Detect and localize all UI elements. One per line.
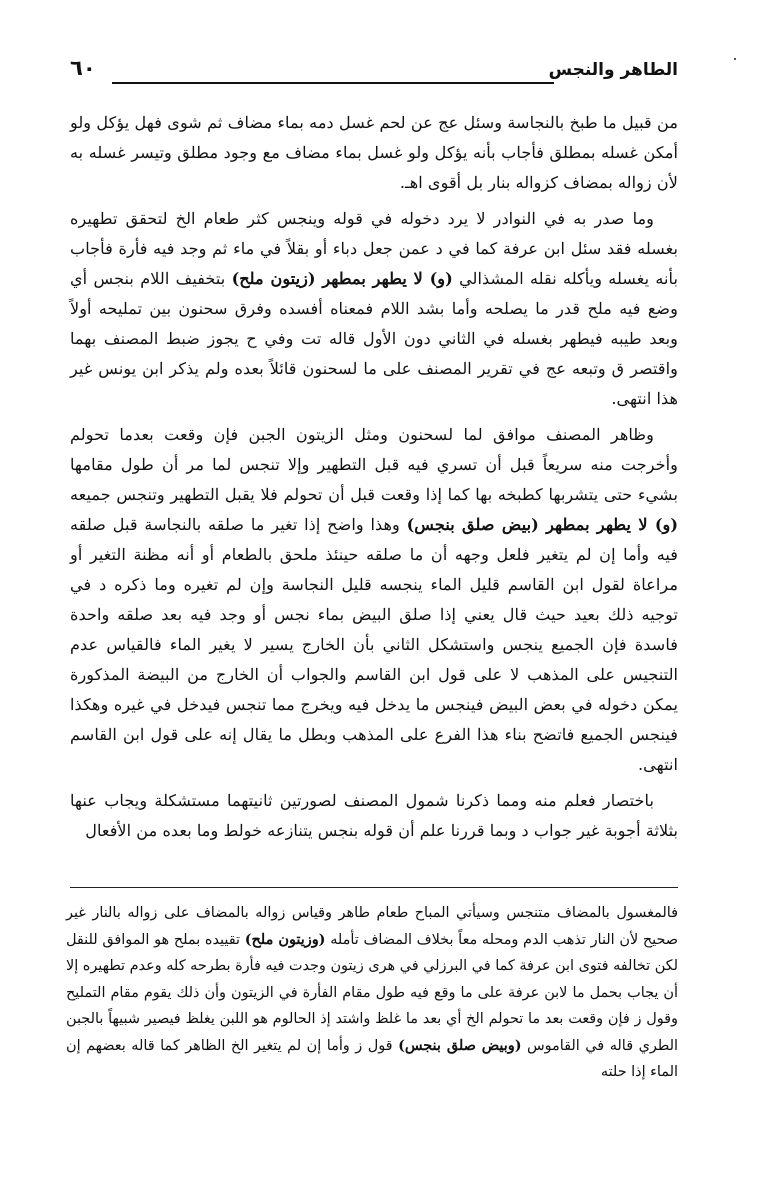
main-text — [70, 108, 678, 846]
text-segment: باختصار فعلم منه ومما ذكرنا شمول المصنف لصورتين ثانيتهما مستشكلة ويجاب عنها بثلاثة أجوبة غير جواب د وبما قررنا علم أن قوله بنجس يتنازعه خولط وما بعده من الأفعال — [70, 791, 678, 840]
footnote-divider — [70, 887, 678, 888]
bold-heading-segment: (و) لا يطهر بمطهر (زيتون ملح) — [231, 269, 453, 288]
footnote-bold-segment: (وزيتون ملح) — [244, 930, 326, 948]
text-segment: وظاهر المصنف موافق لما لسحنون ومثل الزيتون الجبن فإن وقعت بعدما تحولم وأخرجت منه سريعاً قبل أن تسري فيه قبل التطهير وإلا تنجس لما مر أن طول مقامها بشيء حتى يتشربها كطبخه بها كما إذا وقعت قبل أن تحولم فلا يقبل التطهير وتنجس جميعه — [70, 425, 678, 504]
running-title: الطاهر والنجس — [548, 60, 678, 80]
text-segment: وما صدر به في النوادر لا يرد دخوله في قوله وينجس كثر طعام الخ لتحقق تطهيره بغسله فقد سئل ابن عرفة كما في د عمن جعل دباء أو بقلاً في ماء ثم وجد فيه فأرة فأجاب بأنه يغسله ويأكله نقله المشذالي — [70, 209, 678, 288]
running-header — [70, 56, 678, 88]
text-segment: بتخفيف اللام بنجس أي وضع فيه ملح قدر ما يصلحه وأما بشد اللام فمعناه أفسده وفرق سحنون بين تمليحه أولاً وبعد طيبه فيطهر بغسله في الثاني دون الأول قاله تت وفي ح يجوز ضبط المصنف بهما واقتصر ق وتبعه عج في تقرير المصنف على ما لسحنون قائلاً بعده ولم يذكر ابن يونس غير هذا انتهى. — [70, 269, 678, 408]
text-segment: وهذا واضح إذا تغير ما صلقه بالنجاسة قبل صلقه فيه وأما إن لم يتغير فلعل وجهه أن ما صلقه حينئذ ملحق بالطعام أو أنه مظنة التغير أو مراعاة لقول ابن القاسم قليل الماء ينجسه قليل النجاسة وإن لم تغيره وما ذكره د في توجيه ذلك بعيد حيث قال يعني إذا صلق البيض بماء نجس أو وجد فيه بعد صلقه واحدة فاسدة فإن الجميع ينجس واستشكل الثاني بأن الخارج يسير لا يغير الماء فالقياس عدم التنجيس على المذهب لا على قول ابن القاسم والجواب أن الخارج من البيضة المذكورة يمكن دخوله في بعض البيض فينجس ما يدخل فيه ويخرج مما تنجس فيدخل في غيره وهكذا فينجس الجميع فاتضح بناء هذا الفرع على المذهب وبطل ما يقال إنه على قول ابن القاسم انتهى. — [70, 515, 678, 774]
paragraph — [70, 420, 678, 780]
footnote-text-segment: قول ز وأما إن لم يتغير الخ الظاهر كما قاله بعضهم إن الماء إذا حلته — [66, 1037, 678, 1080]
footnote-text-segment: فالمغسول بالمضاف متنجس وسيأتي المباح طعام طاهر وقياس زواله بالمضاف على زواله بالنار غير صحيح لأن النار تذهب الدم ومحله معاً بخلاف المضاف تأمله — [66, 905, 678, 948]
paragraph — [70, 204, 678, 414]
footnote-bold-segment: (وبيض صلق بنجس) — [398, 1036, 522, 1054]
footnote-text-segment: تقييده بملح هو الموافق للنقل لكن تخالفه فتوى ابن عرفة كما في البرزلي في هرى زيتون وجدت فيه فأرة بطرحه كله وعدم تطهيره إلا أن يجاب بحمل ما لابن عرفة على ما وقع فيه طول مقام الفأرة في الزيتون وأن ذلك يقوم مقام التمليح وقول ز فإن وقعت بعد ما تحولم الخ أي بعد ما غلظ واشتد إذ الحالوم هو اللبن يغلظ فيصير شبيهاً بالجبن الطري قاله في القاموس — [66, 931, 678, 1054]
scan-speck — [734, 58, 736, 60]
header-rule — [112, 82, 554, 84]
paragraph — [70, 786, 678, 846]
text-segment: من قبيل ما طبخ بالنجاسة وسئل عج عن لحم غسل دمه بماء مضاف ثم شوى فهل يؤكل ولو أمكن غسله بمطلق فأجاب بأنه يؤكل ولو غسل بماء مضاف مع وجود مطلق وتيسر غسله به لأن زواله بمضاف كزواله بنار بل أقوى اهـ. — [70, 113, 678, 192]
footnote — [66, 900, 678, 1086]
footnote-paragraph — [66, 900, 678, 1086]
page-number: ٦٠ — [70, 56, 96, 80]
bold-heading-segment: (و) لا يطهر بمطهر (بيض صلق بنجس) — [406, 515, 678, 534]
paragraph — [70, 108, 678, 198]
